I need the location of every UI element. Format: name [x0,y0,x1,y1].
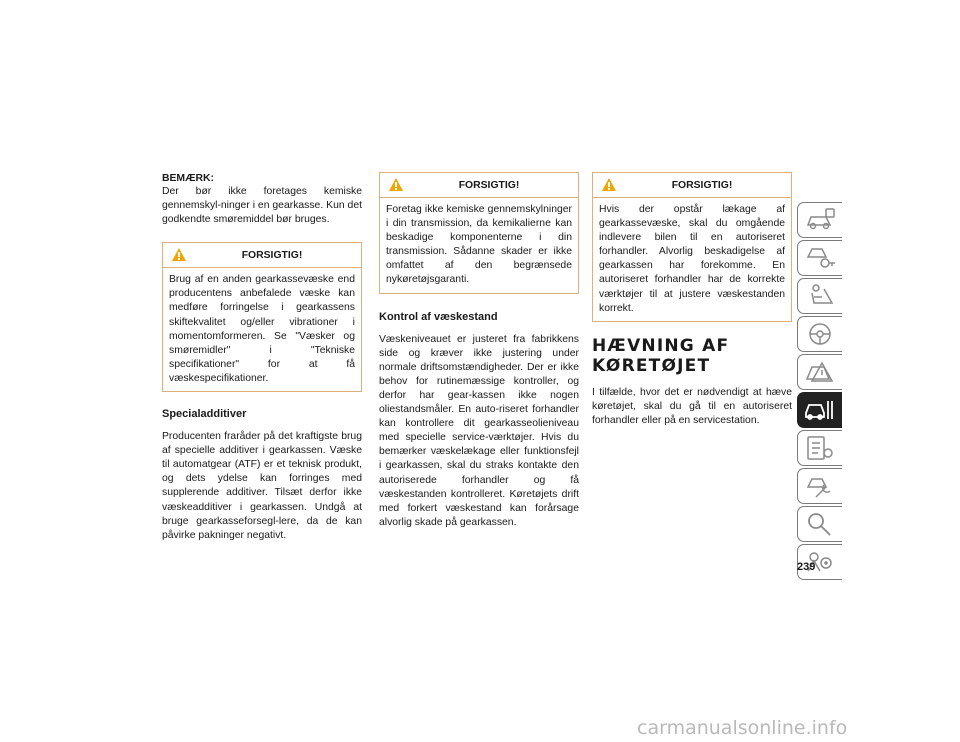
steering-wheel-icon [804,321,836,347]
page-heading: HÆVNING AF KØRETØJET [592,335,730,376]
warning-header [593,173,791,198]
warning-box [162,242,362,392]
warning-text: Brug af en anden gearkassevæske end producentens anbefalede væske kan medføre forringelse i gearkassens skiftekvalitet og/eller vibrationer i momentomformeren. Se "Væsker og smøremidler" i "Tekniske specifikationer" for at få væskespecifikationer. [169,274,355,384]
car-info-icon [804,207,836,233]
warning-text: Hvis der opstår lækage af gearkassevæske, skal du omgående indlevere bilen til en autoriseret forhandler. Alvorlig beskadigelse af gearkassen har forekomme. En autoriseret forhandler har de korrekte værktøjer til at justere væskestanden korrekt. [599,204,785,314]
chapter-tab[interactable] [797,278,842,314]
watermark: carmanualsonline.info [637,717,848,739]
chapter-tab[interactable] [797,506,842,542]
column-right [592,172,792,428]
chapter-tab[interactable] [797,202,842,238]
warning-icon [601,177,617,193]
warning-lights-icon [804,359,836,385]
section-text: Producenten fraråder på det kraftigste brug af specielle additiver i gearkassen. Væske til automatgear (ATF) er et teknisk produkt, og dets ydelse kan forringes med supplerende additiver. Tilsæt derfor ikke væskeadditiver i gearkassen. Undgå at bruge gearkasseforsegl-lere, da de kan påvirke pakninger negativt. [162,431,362,541]
warning-title: FORSIGTIG! [241,249,303,261]
chapter-tab[interactable] [797,240,842,276]
warning-box [379,172,579,294]
warning-box [592,172,792,322]
page-number: 239 [797,561,816,573]
section-title: Kontrol af væskestand [379,310,498,323]
section-title: Specialadditiver [162,408,247,421]
search-index-icon [804,511,836,537]
column-left [162,172,362,543]
note-label: BEMÆRK: [162,173,214,184]
chapter-tab[interactable] [797,354,842,390]
warning-header [163,243,361,268]
warning-icon [388,177,404,193]
note-text: Der bør ikke foretages kemiske gennemskyl-ninger i en gearkasse. Kun det godkendte smøremiddel bør bruges. [162,186,362,226]
chapter-tab[interactable] [797,316,842,352]
chapter-tab-active[interactable] [797,392,842,428]
heading-text: I tilfælde, hvor det er nødvendigt at hæve køretøjet, skal du gå til en autoriseret forhandler eller på en servicestation. [592,386,792,426]
car-keys-icon [804,245,836,271]
warning-text: Foretag ikke kemiske gennemskylninger i din transmission, da kemikalierne kan beskadige komponenterne i din transmission. Sådanne skader er ikke omfattet af den begrænsede nykøretøjsgaranti. [386,204,572,286]
warning-header [380,173,578,198]
chapter-tab[interactable] [797,468,842,504]
seat-safety-icon [804,283,836,309]
column-middle [379,172,579,530]
warning-title: FORSIGTIG! [458,179,520,191]
warning-icon [171,247,187,263]
chapter-tab[interactable] [797,430,842,466]
maintenance-wrench-icon [804,473,836,499]
car-wrench-icon [804,397,836,423]
section-text: Væskeniveauet er justeret fra fabrikkens side og kræver ikke justering under normale driftsomstændigheder. Der er ikke behov for rutinemæssige kontroller, og derfor har gear-kassen ikke nogen oliestandsmåler. En auto-riseret forhandler kan kontrollere dit gearkasseolieniveau med specielle service-værktøjer. Hvis du bemærker væskelækage eller funktionsfejl i gearkassen, skal du straks kontakte den autoriserede forhandler og få væskestanden kontrolleret. Køretøjets drift med forkert væskestand kan forårsage alvorlig skade på gearkassen. [379,333,579,528]
checklist-icon [804,435,836,461]
warning-title: FORSIGTIG! [671,179,733,191]
